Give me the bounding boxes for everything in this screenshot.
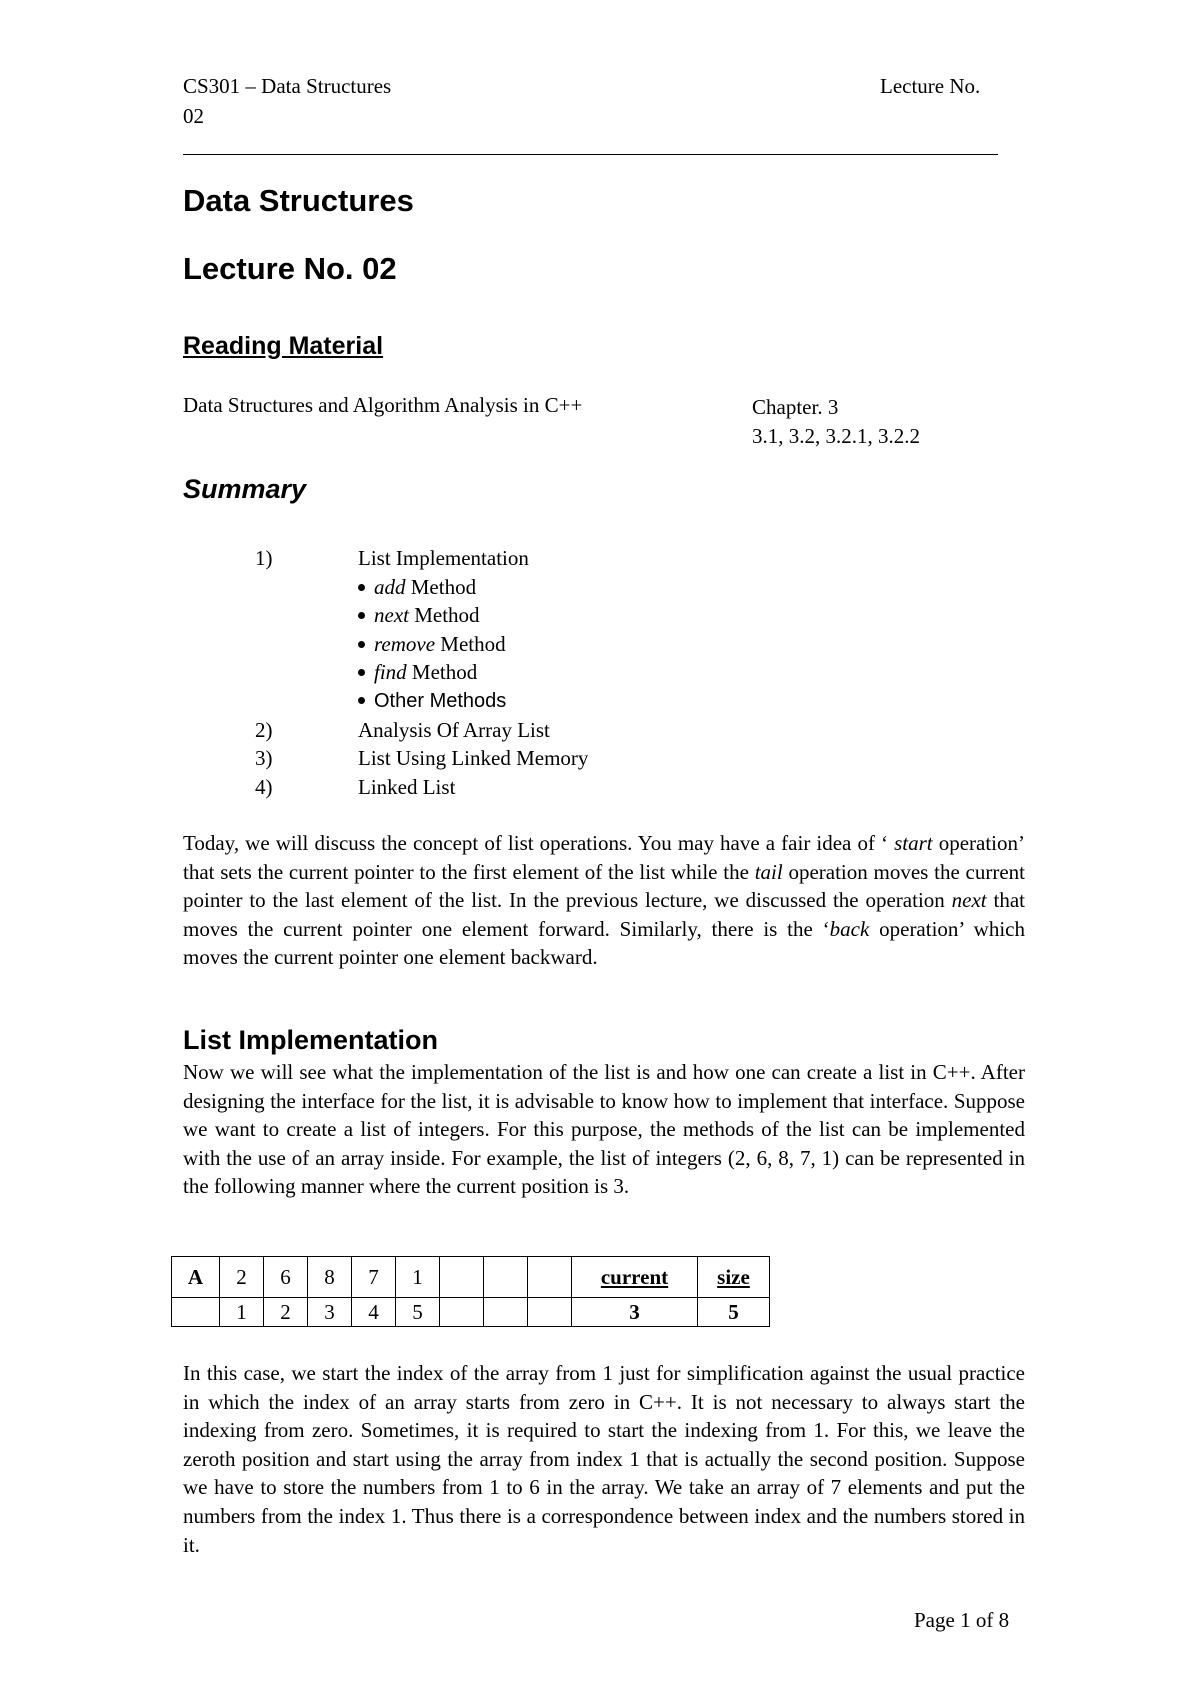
emphasis-start: start [894,831,933,855]
method-name: remove [374,631,436,656]
outline-number: 2) [255,717,273,742]
outline-number: 3) [255,746,273,771]
current-label: current [572,1257,698,1298]
header-lecture-number: 02 [183,104,204,128]
chapter-sections: 3.1, 3.2, 3.2.1, 3.2.2 [752,424,920,448]
bullet-icon [358,584,365,591]
header-lecture: Lecture No. [880,74,981,98]
text-run: Today, we will discuss the concept of list operations. You may have a fair idea of ‘ [183,831,895,855]
method-name: add [374,574,406,599]
bullet-text: Method [405,574,477,599]
current-value: 3 [572,1298,698,1327]
index-cell: 3 [308,1298,352,1327]
array-values-row [172,1257,770,1298]
intro-paragraph [183,829,1025,972]
bullet-icon [358,612,365,619]
array-cell [440,1257,484,1298]
index-label-cell [172,1298,220,1327]
index-cell [484,1298,528,1327]
index-cell: 4 [352,1298,396,1327]
emphasis-back: back [829,916,870,941]
header-rule [183,154,998,155]
index-cell [440,1298,484,1327]
bullet-text: Method [435,631,506,656]
emphasis-next: next [951,888,987,913]
reading-book: Data Structures and Algorithm Analysis in C++ [183,393,583,417]
implementation-paragraph: Now we will see what the implementation of the list is and how one can create a list in C++. After designing the interface for the list, it is advisable to know how to implement that interface. Suppose we want to create a list of integers. For this purpose, the methods of the list can be implemented with the use of an array inside. For example, the list of integers (2, 6, 8, 7, 1) can be represented in the following manner where the current position is 3. [183,1060,1025,1199]
outline-text: Analysis Of Array List [358,717,550,742]
header-course: CS301 – Data Structures [183,74,392,98]
array-cell: 1 [396,1257,440,1298]
array-cell: 8 [308,1257,352,1298]
text-run: operation’ that sets the current pointer to the first element of the list while the [183,831,1026,884]
array-cell: 7 [352,1257,396,1298]
bullet-text: Method [406,660,478,685]
text-run: operation’ which moves the current pointer one element backward. [183,916,1025,970]
outline-text: Linked List [358,774,456,799]
chapter-number: Chapter. 3 [752,395,839,419]
bullet-icon [358,697,365,704]
array-cell [484,1257,528,1298]
index-cell [528,1298,572,1327]
index-cell: 5 [396,1298,440,1327]
outline-text: List Using Linked Memory [358,746,589,771]
indexing-paragraph: In this case, we start the index of the array from 1 just for simplification against the usual practice in which the index of an array starts from zero in C++. It is not necessary to always start the indexing from zero. Sometimes, it is required to start the indexing from 1. For this, we leave the zeroth position and start using the array from index 1 that is actually the second position. Suppose we have to store the numbers from 1 to 6 in the array. We take an array of 7 elements and put the numbers from the index 1. Thus there is a correspondence between index and the numbers stored in it. [183,1361,1025,1557]
lecture-title: Lecture No. 02 [183,251,397,286]
array-cell: 2 [220,1257,264,1298]
index-cell: 2 [264,1298,308,1327]
summary-heading: Summary [183,474,307,504]
index-cell: 1 [220,1298,264,1327]
size-value: 5 [698,1298,770,1327]
page-number: Page 1 of 8 [914,1608,1010,1632]
bullet-text: Other Methods [374,689,507,712]
outline-text: List Implementation [358,546,529,570]
method-name: find [374,660,407,685]
outline-number: 1) [255,546,273,570]
text-run: operation moves the current pointer to the last element of the list. In the previous lecture, we discussed the operation [183,859,1026,913]
array-index-row [172,1298,770,1327]
text-run: that moves the current pointer one element forward. Similarly, there is the ‘ [183,888,1025,941]
reading-material-heading: Reading Material [183,332,384,360]
size-label: size [698,1257,770,1298]
array-table [171,1256,770,1327]
array-label: A [172,1257,220,1298]
array-cell: 6 [264,1257,308,1298]
bullet-icon [358,641,365,648]
page-title: Data Structures [183,183,414,218]
method-name: next [374,603,409,628]
bullet-text: Method [408,603,480,628]
array-cell [528,1257,572,1298]
outline-number: 4) [255,774,273,799]
reading-chapter [752,393,920,451]
emphasis-tail: tail [754,859,783,884]
section-heading: List Implementation [183,1025,439,1055]
bullet-icon [358,669,365,676]
